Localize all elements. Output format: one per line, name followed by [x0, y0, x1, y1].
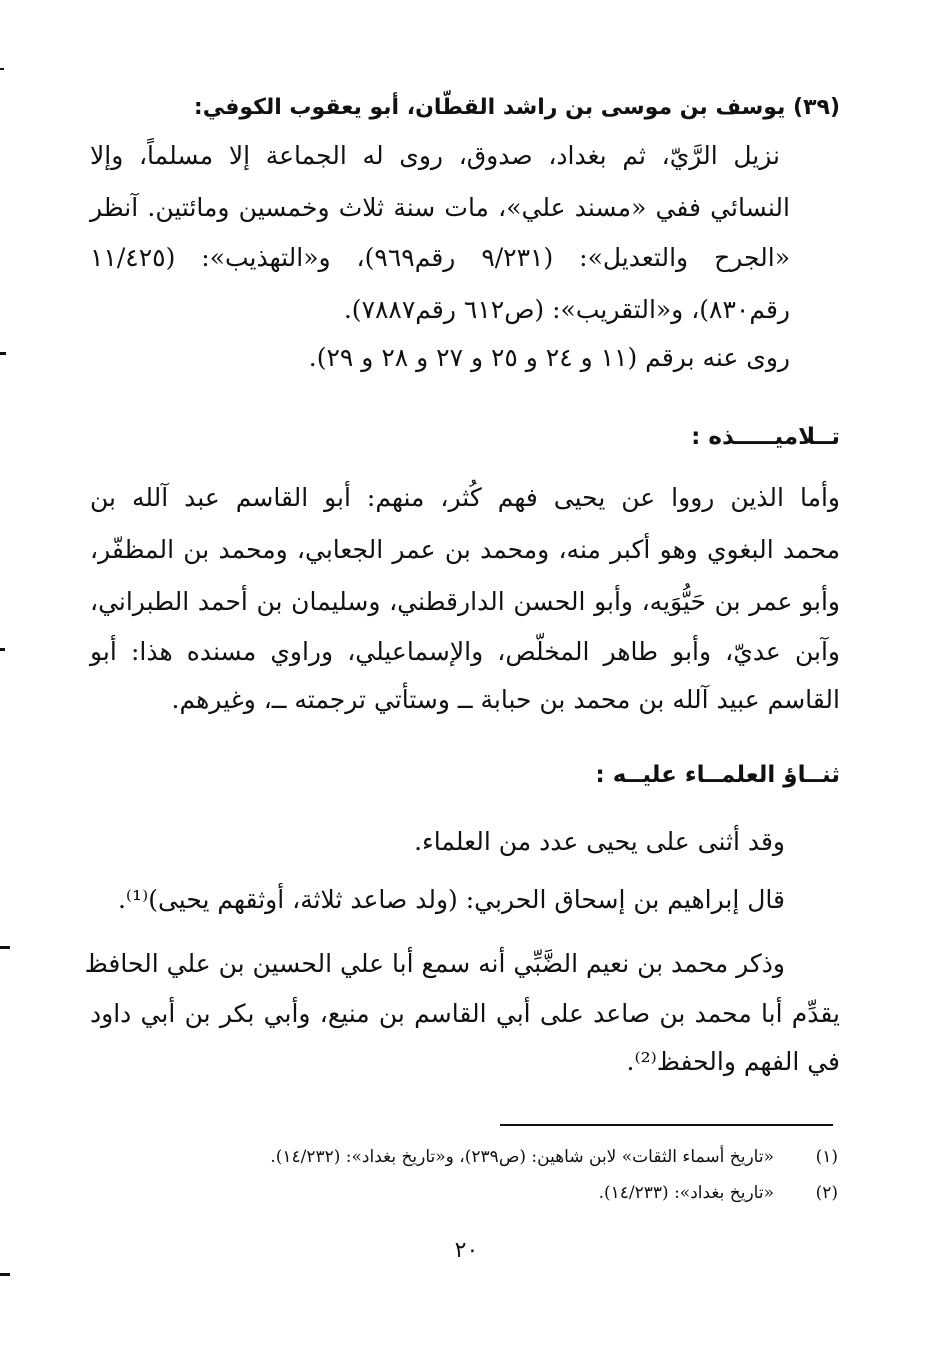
students-line: وآبن عديّ، وأبو طاهر المخلّص، والإسماعيلي، وراوي مسنده هذا: أبو — [90, 637, 840, 666]
praise-line: وذكر محمد بن نعيم الضَّبِّي أنه سمع أبا علي الحسين بن علي الحافظ — [84, 949, 785, 978]
entry-line: «الجرح والتعديل»: (٩/٢٣١ رقم٩٦٩)، و«التهذيب»: (١١/٤٢٥ — [90, 243, 791, 272]
students-line: القاسم عبيد آلله بن محمد بن حبابة ــ وستأتي ترجمته ــ، وغيرهم. — [171, 685, 840, 714]
scan-mark-left-3 — [0, 648, 5, 651]
page-number: ٢٠ — [454, 1238, 479, 1263]
scan-mark-left-1 — [0, 68, 4, 70]
footnote — [140, 1144, 838, 1170]
students-line: محمد البغوي وهو أكبر منه، ومحمد بن عمر الجعابي، ومحمد بن المظفّر، — [90, 535, 840, 564]
footnote — [140, 1180, 838, 1206]
praise-title: ثنــاؤ العلمــاء عليــه : — [595, 762, 840, 788]
entry-line: رقم٨٣٠)، و«التقريب»: (ص٦١٢ رقم٧٨٨٧). — [343, 295, 790, 324]
footnote-text: «تاريخ بغداد»: (١٤/٢٣٣). — [598, 1183, 774, 1203]
scan-mark-left-4 — [0, 946, 10, 949]
students-line: وأما الذين رووا عن يحيى فهم كُثر، منهم: أبو القاسم عبد آلله بن — [90, 483, 840, 512]
scan-mark-left-5 — [0, 1273, 10, 1276]
entry-line: النسائي ففي «مسند علي»، مات سنة ثلاث وخمسين ومائتين. آنظر — [90, 193, 790, 222]
footnote-text: «تاريخ أسماء الثقات» لابن شاهين: (ص٢٣٩)، و«تاريخ بغداد»: (١٤/٢٣٢). — [270, 1147, 774, 1167]
entry-line: نزيل الرَّيّ، ثم بغداد، صدوق، روى له الجماعة إلا مسلماً، وإلا — [90, 141, 780, 170]
praise-line: يقدِّم أبا محمد بن صاعد على أبي القاسم بن منيع، وأبي بكر بن أبي داود — [90, 999, 840, 1028]
students-title: تــلاميـــــذه : — [691, 424, 840, 450]
scan-mark-left-2 — [0, 352, 6, 355]
entry-heading: (٣٩) يوسف بن موسى بن راشد القطّان، أبو يعقوب الكوفي: — [193, 95, 840, 120]
praise-line: وقد أثنى على يحيى عدد من العلماء. — [414, 827, 785, 856]
entry-line: روى عنه برقم (١١ و ٢٤ و ٢٥ و ٢٧ و ٢٨ و ٢٩). — [308, 343, 790, 372]
praise-line: قال إبراهيم بن إسحاق الحربي: (ولد صاعد ثلاثة، أوثقهم يحيى)⁽¹⁾. — [117, 885, 785, 914]
footnote-number: (١) — [815, 1147, 838, 1167]
footnote-number: (٢) — [815, 1183, 838, 1203]
footnote-divider — [500, 1124, 833, 1126]
students-line: وأبو عمر بن حَيُّوَيه، وأبو الحسن الدارقطني، وسليمان بن أحمد الطبراني، — [90, 587, 840, 616]
praise-line: في الفهم والحفظ⁽²⁾. — [626, 1047, 840, 1076]
